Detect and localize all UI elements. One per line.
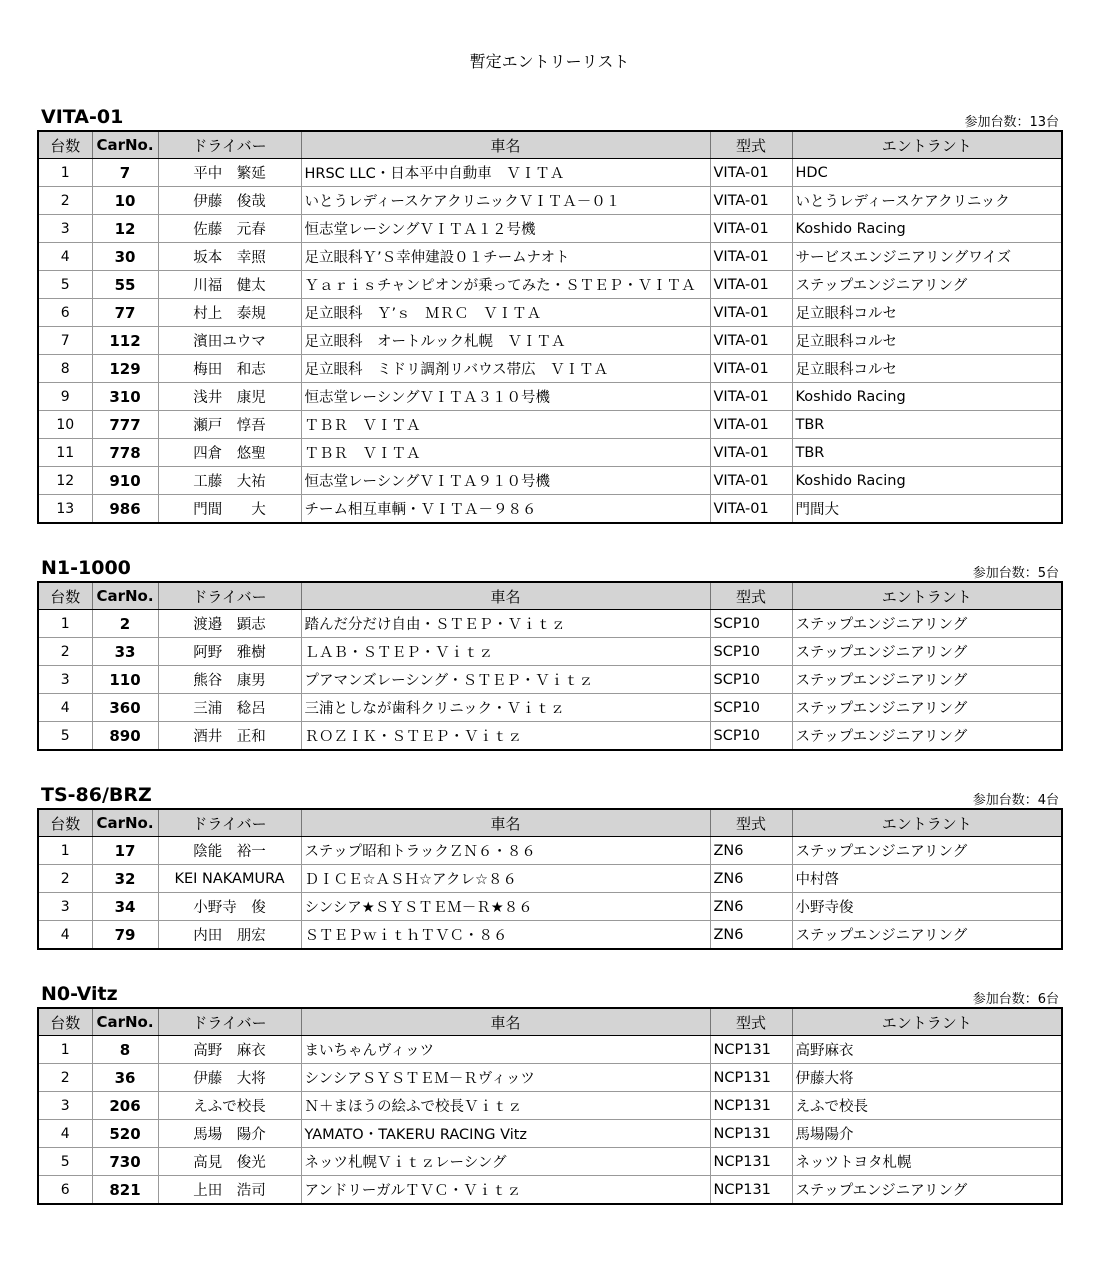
car-number: 206 xyxy=(92,1092,158,1120)
entrant-name: サービスエンジニアリングワイズ xyxy=(792,243,1062,271)
car-name: Ｎ＋まほうの絵ふで校長Ｖｉｔｚ xyxy=(301,1092,710,1120)
car-model: NCP131 xyxy=(710,1120,792,1148)
car-number: 520 xyxy=(92,1120,158,1148)
car-name: チーム相互車輌・ＶＩＴＡ－９８６ xyxy=(301,495,710,524)
entrant-name: えふで校長 xyxy=(792,1092,1062,1120)
entrant-name: ステップエンジニアリング xyxy=(792,921,1062,950)
car-model: ZN6 xyxy=(710,893,792,921)
section-header xyxy=(37,983,1061,1007)
entrant-name: ステップエンジニアリング xyxy=(792,837,1062,865)
entry-number: 3 xyxy=(38,666,92,694)
car-number: 129 xyxy=(92,355,158,383)
car-model: SCP10 xyxy=(710,694,792,722)
entry-count: 参加台数：6台 xyxy=(972,992,1059,1007)
column-header-num: 台数 xyxy=(38,809,92,837)
car-number: 77 xyxy=(92,299,158,327)
column-header-model: 型式 xyxy=(710,1008,792,1036)
column-header-car: 車名 xyxy=(301,131,710,159)
column-header-entrant: エントラント xyxy=(792,1008,1062,1036)
car-model: VITA-01 xyxy=(710,243,792,271)
car-number: 821 xyxy=(92,1176,158,1205)
car-number: 986 xyxy=(92,495,158,524)
column-header-entrant: エントラント xyxy=(792,582,1062,610)
entry-number: 7 xyxy=(38,327,92,355)
entry-table xyxy=(37,808,1063,950)
car-name: いとうレディースケアクリニックＶＩＴＡ－０１ xyxy=(301,187,710,215)
car-name: 足立眼科 Ｙ’ｓ ＭＲＣ ＶＩＴＡ xyxy=(301,299,710,327)
car-model: VITA-01 xyxy=(710,327,792,355)
driver-name: 小野寺 俊 xyxy=(158,893,301,921)
car-model: SCP10 xyxy=(710,638,792,666)
entry-table xyxy=(37,581,1063,751)
entrant-name: ネッツトヨタ札幌 xyxy=(792,1148,1062,1176)
car-model: SCP10 xyxy=(710,610,792,638)
entry-table xyxy=(37,1007,1063,1205)
column-header-model: 型式 xyxy=(710,809,792,837)
entry-number: 2 xyxy=(38,187,92,215)
entry-number: 3 xyxy=(38,893,92,921)
car-model: NCP131 xyxy=(710,1092,792,1120)
entry-count: 参加台数：4台 xyxy=(972,793,1059,808)
car-name: ネッツ札幌Ｖｉｔｚレーシング xyxy=(301,1148,710,1176)
driver-name: 浅井 康児 xyxy=(158,383,301,411)
car-number: 777 xyxy=(92,411,158,439)
column-header-num: 台数 xyxy=(38,131,92,159)
driver-name: 濱田ユウマ xyxy=(158,327,301,355)
table-row xyxy=(38,1148,1062,1176)
driver-name: 門間 大 xyxy=(158,495,301,524)
entry-count: 参加台数：13台 xyxy=(964,115,1059,130)
driver-name: 川福 健太 xyxy=(158,271,301,299)
class-name: VITA-01 xyxy=(41,106,124,128)
car-name: HRSC LLC・日本平中自動車 ＶＩＴＡ xyxy=(301,159,710,187)
column-header-entrant: エントラント xyxy=(792,131,1062,159)
table-row xyxy=(38,666,1062,694)
column-header-carno: CarNo. xyxy=(92,1008,158,1036)
entry-number: 4 xyxy=(38,243,92,271)
class-section xyxy=(37,983,1061,1205)
class-name: N1-1000 xyxy=(41,557,131,579)
entry-number: 6 xyxy=(38,1176,92,1205)
driver-name: 四倉 悠聖 xyxy=(158,439,301,467)
driver-name: 高見 俊光 xyxy=(158,1148,301,1176)
entry-number: 10 xyxy=(38,411,92,439)
car-name: YAMATO・TAKERU RACING Vitz xyxy=(301,1120,710,1148)
car-model: ZN6 xyxy=(710,837,792,865)
driver-name: 伊藤 大将 xyxy=(158,1064,301,1092)
car-number: 12 xyxy=(92,215,158,243)
driver-name: 村上 泰規 xyxy=(158,299,301,327)
column-header-driver: ドライバー xyxy=(158,131,301,159)
class-section xyxy=(37,784,1061,950)
entrant-name: ステップエンジニアリング xyxy=(792,638,1062,666)
car-number: 10 xyxy=(92,187,158,215)
car-model: NCP131 xyxy=(710,1176,792,1205)
car-name: 踏んだ分だけ自由・ＳＴＥＰ・Ｖｉｔｚ xyxy=(301,610,710,638)
entry-number: 4 xyxy=(38,694,92,722)
car-model: VITA-01 xyxy=(710,271,792,299)
table-row xyxy=(38,1176,1062,1205)
entrant-name: 門間大 xyxy=(792,495,1062,524)
class-section xyxy=(37,557,1061,751)
table-header-row xyxy=(38,131,1062,159)
car-name: ＤＩＣＥ☆ＡＳＨ☆アクレ☆８６ xyxy=(301,865,710,893)
table-row xyxy=(38,1064,1062,1092)
car-name: Ｙａｒｉｓチャンピオンが乗ってみた・ＳＴＥＰ・ＶＩＴＡ xyxy=(301,271,710,299)
column-header-carno: CarNo. xyxy=(92,809,158,837)
car-model: VITA-01 xyxy=(710,439,792,467)
table-row xyxy=(38,327,1062,355)
column-header-car: 車名 xyxy=(301,1008,710,1036)
car-number: 910 xyxy=(92,467,158,495)
table-row xyxy=(38,837,1062,865)
entrant-name: いとうレディースケアクリニック xyxy=(792,187,1062,215)
section-header xyxy=(37,557,1061,581)
car-model: VITA-01 xyxy=(710,187,792,215)
driver-name: 馬場 陽介 xyxy=(158,1120,301,1148)
entry-count: 参加台数：5台 xyxy=(972,566,1059,581)
entrant-name: 足立眼科コルセ xyxy=(792,299,1062,327)
table-row xyxy=(38,215,1062,243)
entrant-name: ステップエンジニアリング xyxy=(792,694,1062,722)
entry-number: 8 xyxy=(38,355,92,383)
page-title: 暫定エントリーリスト xyxy=(469,52,630,71)
column-header-model: 型式 xyxy=(710,582,792,610)
column-header-driver: ドライバー xyxy=(158,1008,301,1036)
driver-name: 佐藤 元春 xyxy=(158,215,301,243)
car-name: ＴＢＲ ＶＩＴＡ xyxy=(301,411,710,439)
entry-number: 9 xyxy=(38,383,92,411)
car-number: 2 xyxy=(92,610,158,638)
entry-number: 1 xyxy=(38,159,92,187)
table-row xyxy=(38,159,1062,187)
car-model: VITA-01 xyxy=(710,355,792,383)
table-row xyxy=(38,411,1062,439)
car-name: ＴＢＲ ＶＩＴＡ xyxy=(301,439,710,467)
table-header-row xyxy=(38,809,1062,837)
car-number: 32 xyxy=(92,865,158,893)
entrant-name: ステップエンジニアリング xyxy=(792,722,1062,751)
car-model: VITA-01 xyxy=(710,467,792,495)
column-header-carno: CarNo. xyxy=(92,582,158,610)
entry-number: 3 xyxy=(38,1092,92,1120)
car-model: SCP10 xyxy=(710,666,792,694)
table-header-row xyxy=(38,1008,1062,1036)
column-header-model: 型式 xyxy=(710,131,792,159)
driver-name: 渡邉 顕志 xyxy=(158,610,301,638)
car-name: シンシア★ＳＹＳＴＥＭ－Ｒ★８６ xyxy=(301,893,710,921)
column-header-driver: ドライバー xyxy=(158,582,301,610)
driver-name: えふで校長 xyxy=(158,1092,301,1120)
car-number: 34 xyxy=(92,893,158,921)
entry-number: 2 xyxy=(38,638,92,666)
table-row xyxy=(38,243,1062,271)
entrant-name: ステップエンジニアリング xyxy=(792,271,1062,299)
table-row xyxy=(38,722,1062,751)
car-number: 30 xyxy=(92,243,158,271)
car-name: ステップ昭和トラックＺＮ６・８６ xyxy=(301,837,710,865)
driver-name: 伊藤 俊哉 xyxy=(158,187,301,215)
entrant-name: Koshido Racing xyxy=(792,383,1062,411)
table-row xyxy=(38,694,1062,722)
table-row xyxy=(38,187,1062,215)
table-row xyxy=(38,355,1062,383)
driver-name: 酒井 正和 xyxy=(158,722,301,751)
driver-name: 坂本 幸照 xyxy=(158,243,301,271)
driver-name: 工藤 大祐 xyxy=(158,467,301,495)
table-header-row xyxy=(38,582,1062,610)
column-header-carno: CarNo. xyxy=(92,131,158,159)
section-header xyxy=(37,106,1061,130)
entry-number: 1 xyxy=(38,837,92,865)
car-number: 55 xyxy=(92,271,158,299)
entry-number: 6 xyxy=(38,299,92,327)
table-row xyxy=(38,865,1062,893)
car-number: 360 xyxy=(92,694,158,722)
table-row xyxy=(38,467,1062,495)
entry-number: 2 xyxy=(38,1064,92,1092)
car-name: まいちゃんヴィッツ xyxy=(301,1036,710,1064)
driver-name: 陰能 裕一 xyxy=(158,837,301,865)
entrant-name: ステップエンジニアリング xyxy=(792,610,1062,638)
entrant-name: 足立眼科コルセ xyxy=(792,327,1062,355)
driver-name: 高野 麻衣 xyxy=(158,1036,301,1064)
car-model: VITA-01 xyxy=(710,159,792,187)
table-row xyxy=(38,921,1062,950)
car-number: 17 xyxy=(92,837,158,865)
entrant-name: TBR xyxy=(792,411,1062,439)
column-header-car: 車名 xyxy=(301,582,710,610)
driver-name: 梅田 和志 xyxy=(158,355,301,383)
entrant-name: Koshido Racing xyxy=(792,215,1062,243)
entrant-name: TBR xyxy=(792,439,1062,467)
car-number: 79 xyxy=(92,921,158,950)
column-header-num: 台数 xyxy=(38,1008,92,1036)
entry-table xyxy=(37,130,1063,524)
table-row xyxy=(38,638,1062,666)
car-model: VITA-01 xyxy=(710,495,792,524)
entry-number: 5 xyxy=(38,271,92,299)
car-number: 7 xyxy=(92,159,158,187)
entrant-name: 小野寺俊 xyxy=(792,893,1062,921)
entry-number: 11 xyxy=(38,439,92,467)
car-model: VITA-01 xyxy=(710,215,792,243)
car-name: 恒志堂レーシングＶＩＴＡ３１０号機 xyxy=(301,383,710,411)
car-model: NCP131 xyxy=(710,1148,792,1176)
entrant-name: 伊藤大将 xyxy=(792,1064,1062,1092)
car-number: 8 xyxy=(92,1036,158,1064)
car-name: プアマンズレーシング・ＳＴＥＰ・Ｖｉｔｚ xyxy=(301,666,710,694)
entrant-name: ステップエンジニアリング xyxy=(792,1176,1062,1205)
class-name: N0-Vitz xyxy=(41,983,118,1005)
entrant-name: 中村啓 xyxy=(792,865,1062,893)
car-model: VITA-01 xyxy=(710,411,792,439)
table-row xyxy=(38,495,1062,524)
entry-number: 4 xyxy=(38,1120,92,1148)
driver-name: 内田 朋宏 xyxy=(158,921,301,950)
car-model: NCP131 xyxy=(710,1036,792,1064)
car-name: ＬＡＢ・ＳＴＥＰ・Ｖｉｔｚ xyxy=(301,638,710,666)
table-row xyxy=(38,271,1062,299)
car-name: シンシアＳＹＳＴＥＭ－Ｒヴィッツ xyxy=(301,1064,710,1092)
entry-number: 3 xyxy=(38,215,92,243)
entrant-name: 高野麻衣 xyxy=(792,1036,1062,1064)
table-row xyxy=(38,299,1062,327)
car-model: VITA-01 xyxy=(710,299,792,327)
table-row xyxy=(38,383,1062,411)
driver-name: 瀬戸 惇吾 xyxy=(158,411,301,439)
car-name: 足立眼科Ｙ’Ｓ幸伸建設０１チームナオト xyxy=(301,243,710,271)
section-header xyxy=(37,784,1061,808)
car-number: 112 xyxy=(92,327,158,355)
car-number: 33 xyxy=(92,638,158,666)
table-row xyxy=(38,610,1062,638)
car-name: 三浦としなが歯科クリニック・Ｖｉｔｚ xyxy=(301,694,710,722)
column-header-entrant: エントラント xyxy=(792,809,1062,837)
table-row xyxy=(38,1036,1062,1064)
entry-number: 5 xyxy=(38,722,92,751)
entry-number: 13 xyxy=(38,495,92,524)
car-model: NCP131 xyxy=(710,1064,792,1092)
car-number: 890 xyxy=(92,722,158,751)
car-name: 恒志堂レーシングＶＩＴＡ１２号機 xyxy=(301,215,710,243)
driver-name: KEI NAKAMURA xyxy=(158,865,301,893)
entry-number: 1 xyxy=(38,610,92,638)
driver-name: 阿野 雅樹 xyxy=(158,638,301,666)
car-number: 36 xyxy=(92,1064,158,1092)
driver-name: 熊谷 康男 xyxy=(158,666,301,694)
car-name: 恒志堂レーシングＶＩＴＡ９１０号機 xyxy=(301,467,710,495)
car-model: ZN6 xyxy=(710,865,792,893)
entry-number: 12 xyxy=(38,467,92,495)
car-number: 310 xyxy=(92,383,158,411)
entry-number: 4 xyxy=(38,921,92,950)
driver-name: 平中 繁延 xyxy=(158,159,301,187)
entrant-name: 足立眼科コルセ xyxy=(792,355,1062,383)
driver-name: 上田 浩司 xyxy=(158,1176,301,1205)
car-name: 足立眼科 オートルック札幌 ＶＩＴＡ xyxy=(301,327,710,355)
car-number: 778 xyxy=(92,439,158,467)
car-name: アンドリーガルＴＶＣ・Ｖｉｔｚ xyxy=(301,1176,710,1205)
entry-number: 5 xyxy=(38,1148,92,1176)
entrant-name: 馬場陽介 xyxy=(792,1120,1062,1148)
car-name: ＲＯＺＩＫ・ＳＴＥＰ・Ｖｉｔｚ xyxy=(301,722,710,751)
entrant-name: Koshido Racing xyxy=(792,467,1062,495)
class-section xyxy=(37,106,1061,524)
driver-name: 三浦 稔呂 xyxy=(158,694,301,722)
table-row xyxy=(38,1092,1062,1120)
car-model: SCP10 xyxy=(710,722,792,751)
entry-number: 1 xyxy=(38,1036,92,1064)
column-header-driver: ドライバー xyxy=(158,809,301,837)
entrant-name: ステップエンジニアリング xyxy=(792,666,1062,694)
car-number: 730 xyxy=(92,1148,158,1176)
class-name: TS-86/BRZ xyxy=(41,784,152,806)
car-name: ＳＴＥＰｗｉｔｈＴＶＣ・８６ xyxy=(301,921,710,950)
table-row xyxy=(38,1120,1062,1148)
column-header-car: 車名 xyxy=(301,809,710,837)
entrant-name: HDC xyxy=(792,159,1062,187)
car-number: 110 xyxy=(92,666,158,694)
table-row xyxy=(38,893,1062,921)
car-name: 足立眼科 ミドリ調剤リバウス帯広 ＶＩＴＡ xyxy=(301,355,710,383)
entry-number: 2 xyxy=(38,865,92,893)
car-model: VITA-01 xyxy=(710,383,792,411)
table-row xyxy=(38,439,1062,467)
column-header-num: 台数 xyxy=(38,582,92,610)
car-model: ZN6 xyxy=(710,921,792,950)
